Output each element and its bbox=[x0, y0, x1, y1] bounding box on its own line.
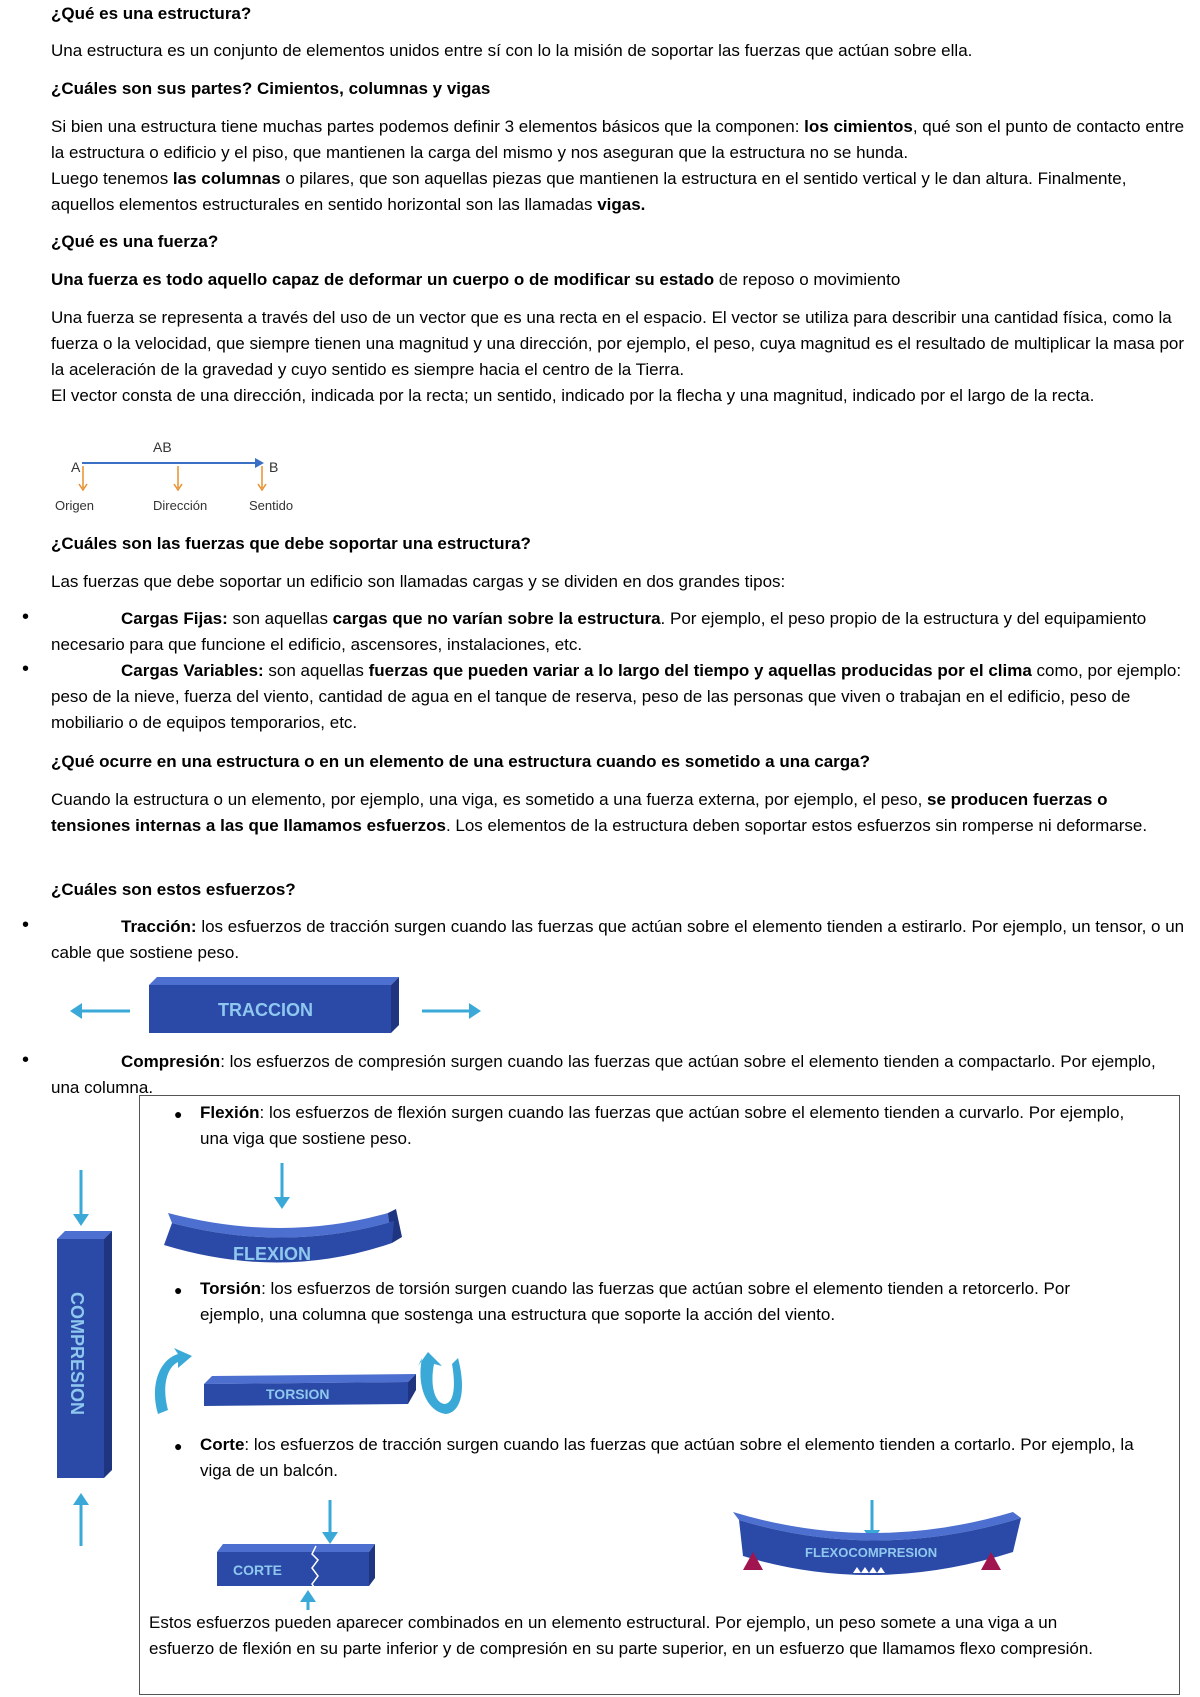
compresion-text: : los esfuerzos de compresión surgen cuando las fuerzas que actúan sobre el elemento tienden a compactarlo. Por ejemplo, una columna. bbox=[51, 1052, 1156, 1097]
parts-text-2: , qué son el punto de contacto entre la estructura o edificio y el piso, que mantienen la carga del mismo y nos aseguran que la estructura no se hunda. bbox=[51, 117, 1185, 162]
heading-loads: ¿Cuáles son las fuerzas que debe soportar una estructura? bbox=[51, 534, 531, 553]
torsion-label-fig: TORSION bbox=[266, 1386, 330, 1402]
traccion-item bbox=[51, 914, 1186, 966]
variable-loads-text-1: son aquellas bbox=[263, 661, 369, 680]
variable-loads-label: Cargas Variables: bbox=[121, 661, 264, 680]
loads-intro: Las fuerzas que debe soportar un edificio son llamadas cargas y se dividen en dos grandes tipos: bbox=[51, 572, 786, 591]
vector-diagram bbox=[50, 438, 310, 520]
fixed-loads-label: Cargas Fijas: bbox=[121, 609, 228, 628]
flexion-label: Flexión bbox=[200, 1103, 260, 1122]
torsion-diagram bbox=[148, 1348, 468, 1423]
compresion-label-fig: COMPRESION bbox=[67, 1292, 87, 1416]
fixed-loads-text-2: . Por ejemplo, el peso propio de la estructura y del equipamiento necesario para que funcione el edificio, ascensores, instalaciones, etc. bbox=[51, 609, 1147, 654]
vector-label-ab: AB bbox=[153, 439, 172, 455]
force-definition-bold: Una fuerza es todo aquello capaz de deformar un cuerpo o de modificar su estado bbox=[51, 270, 715, 289]
vector-label-sense: Sentido bbox=[249, 498, 294, 513]
bullet-icon: • bbox=[22, 914, 30, 936]
stresses-box bbox=[139, 1095, 1180, 1695]
combined-paragraph: Estos esfuerzos pueden aparecer combinados en un elemento estructural. Por ejemplo, un peso somete a una viga a un esfuerzo de flexión en su parte inferior y de compresión en su parte superior, en un esfuerzo que llamamos flexo compresión. bbox=[149, 1613, 1094, 1658]
variable-loads-item bbox=[51, 658, 1186, 736]
bullet-icon: ● bbox=[174, 1438, 183, 1454]
force-definition-rest: de reposo o movimiento bbox=[714, 270, 901, 289]
force-definition bbox=[51, 267, 1186, 293]
parts-text-4: o pilares, que son aquellas piezas que mantienen la estructura en el sentido vertical y le dan altura. Finalmente, aquellos elementos estructurales en sentido horizontal son las llamadas bbox=[51, 169, 1127, 214]
heading-parts: ¿Cuáles son sus partes? Cimientos, columnas y vigas bbox=[51, 79, 491, 98]
flexocompresion-diagram bbox=[725, 1498, 1045, 1598]
bullet-icon: • bbox=[22, 658, 30, 680]
flexion-text: : los esfuerzos de flexión surgen cuando las fuerzas que actúan sobre el elemento tienden a curvarlo. Por ejemplo, una viga que sostiene peso. bbox=[200, 1103, 1125, 1148]
vector-label-origin: Origen bbox=[55, 498, 95, 513]
fixed-loads-text-1: son aquellas bbox=[227, 609, 333, 628]
parts-bold-cimientos: los cimientos bbox=[804, 117, 913, 136]
heading-what-is-force: ¿Qué es una fuerza? bbox=[51, 232, 219, 251]
compresion-item bbox=[51, 1049, 1186, 1101]
flexion-item bbox=[200, 1100, 1135, 1152]
fixed-loads-item bbox=[51, 606, 1186, 658]
traccion-label-fig: TRACCION bbox=[218, 1000, 313, 1020]
rotation-arrow-left-icon bbox=[155, 1348, 192, 1414]
parts-text-3: Luego tenemos bbox=[51, 169, 173, 188]
flexion-diagram bbox=[156, 1161, 406, 1266]
parts-bold-vigas: vigas. bbox=[597, 195, 646, 214]
compresion-label: Compresión bbox=[121, 1052, 221, 1071]
corte-item bbox=[200, 1432, 1135, 1484]
torsion-item bbox=[200, 1276, 1135, 1328]
traccion-text: los esfuerzos de tracción surgen cuando las fuerzas que actúan sobre el elemento tienden a estirarlo. Por ejemplo, un tensor, o un cable que sostiene peso. bbox=[51, 917, 1185, 962]
bullet-icon: • bbox=[22, 1049, 30, 1071]
flexion-label-fig: FLEXION bbox=[233, 1244, 312, 1264]
parts-text-1: Si bien una estructura tiene muchas partes podemos definir 3 elementos básicos que la componen: bbox=[51, 117, 805, 136]
heading-what-is-structure: ¿Qué es una estructura? bbox=[51, 4, 252, 23]
variable-loads-text-2: como, por ejemplo: peso de la nieve, fuerza del viento, cantidad de agua en el tanque de reserva, peso de las personas que viven o trabajan en el edificio, peso de mobiliario o de equipos temporarios, etc. bbox=[51, 661, 1182, 732]
variable-loads-bold: fuerzas que pueden variar a lo largo del tiempo y aquellas producidas por el clima bbox=[368, 661, 1032, 680]
stress-text-2: . Los elementos de la estructura deben soportar estos esfuerzos sin romperse ni deformarse. bbox=[445, 816, 1148, 835]
vector-text-1: Una fuerza se representa a través del uso de un vector que es una recta en el espacio. El vector se utiliza para describir una cantidad física, como la fuerza o la velocidad, que siempre tienen una magnitud y una dirección, por ejemplo, el peso, cuya magnitud es el resultado de multiplicar la masa por la aceleración de la gravedad y cuyo sentido es siempre hacia el centro de la Tierra. bbox=[51, 308, 1185, 379]
parts-paragraph bbox=[51, 114, 1186, 218]
structure-definition: Una estructura es un conjunto de elementos unidos entre sí con lo la misión de soportar las fuerzas que actúan sobre ella. bbox=[51, 41, 973, 60]
compresion-diagram bbox=[55, 1168, 135, 1550]
corte-label: Corte bbox=[200, 1435, 245, 1454]
traccion-label: Tracción: bbox=[121, 917, 197, 936]
flexo-label-fig: FLEXOCOMPRESION bbox=[805, 1545, 938, 1560]
bullet-icon: • bbox=[22, 606, 30, 628]
heading-stresses: ¿Cuáles son estos esfuerzos? bbox=[51, 880, 296, 899]
vector-text-2: El vector consta de una dirección, indicada por la recta; un sentido, indicado por la flecha y una magnitud, indicado por el largo de la recta. bbox=[51, 386, 1095, 405]
traccion-diagram bbox=[68, 975, 483, 1040]
rotation-arrow-right-icon bbox=[418, 1352, 462, 1414]
heading-what-happens: ¿Qué ocurre en una estructura o en un elemento de una estructura cuando es sometido a una carga? bbox=[51, 752, 871, 771]
torsion-label: Torsión bbox=[200, 1279, 262, 1298]
parts-bold-columnas: las columnas bbox=[172, 169, 281, 188]
stress-bold: se producen fuerzas o tensiones internas a las que llamamos esfuerzos bbox=[51, 790, 1108, 835]
stress-text-1: Cuando la estructura o un elemento, por ejemplo, una viga, es sometido a una fuerza externa, por ejemplo, el peso, bbox=[51, 790, 928, 809]
fixed-loads-bold: cargas que no varían sobre la estructura bbox=[332, 609, 661, 628]
corte-label-fig: CORTE bbox=[233, 1562, 282, 1578]
bullet-icon: ● bbox=[174, 1106, 183, 1122]
stress-paragraph bbox=[51, 787, 1186, 839]
corte-diagram bbox=[215, 1498, 385, 1610]
vector-paragraph bbox=[51, 305, 1186, 409]
bullet-icon: ● bbox=[174, 1282, 183, 1298]
corte-text: : los esfuerzos de tracción surgen cuando las fuerzas que actúan sobre el elemento tienden a cortarlo. Por ejemplo, la viga de un balcón. bbox=[200, 1435, 1134, 1480]
vector-label-b: B bbox=[269, 459, 279, 475]
torsion-text: : los esfuerzos de torsión surgen cuando las fuerzas que actúan sobre el elemento tienden a retorcerlo. Por ejemplo, una columna que sostenga una estructura que soporte la acción del viento. bbox=[200, 1279, 1070, 1324]
vector-label-a: A bbox=[71, 459, 81, 475]
vector-label-direction: Dirección bbox=[153, 498, 208, 513]
